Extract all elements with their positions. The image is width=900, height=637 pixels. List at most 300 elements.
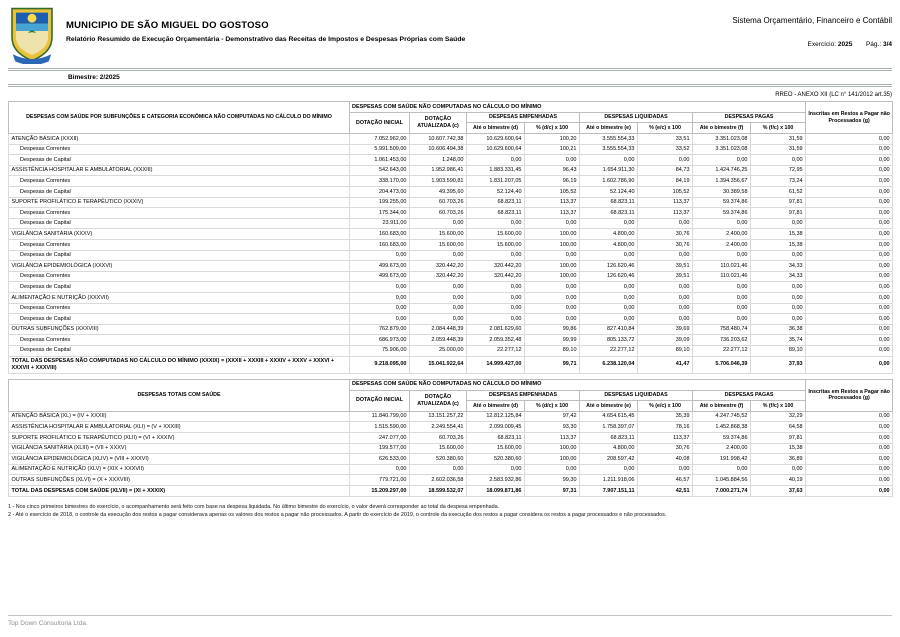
row-value: 0,00	[638, 464, 693, 475]
row-value: 15.600,00	[410, 229, 467, 240]
column-header-pct-f: % (f/c) x 100	[751, 401, 806, 412]
row-value: 31,59	[751, 134, 806, 145]
table-row	[9, 443, 893, 454]
footnote-2: 2 - Até o exercício de 2018, o controle da execução dos restos a pagar considerava apenas os valores dos restos a pagar não processados. A partir do exercício de 2019, o controle da execução dos restos a pagar considera os restos a pagar processados e não processados.	[8, 512, 667, 519]
footnotes	[8, 503, 892, 520]
row-value: 626.533,00	[350, 454, 410, 465]
row-value: 2.602.036,58	[410, 475, 467, 486]
row-value: 68.823,11	[467, 433, 525, 444]
row-value: 2.583.932,86	[467, 475, 525, 486]
row-value: 10.607.742,38	[410, 134, 467, 145]
row-value: 99,71	[525, 356, 580, 373]
row-value: 1.061.453,00	[350, 155, 410, 166]
row-value: 2.059.352,48	[467, 335, 525, 346]
row-value: 0,00	[580, 155, 638, 166]
row-value: 0,00	[350, 314, 410, 325]
row-value: 2.400,00	[693, 229, 751, 240]
row-value: 0,00	[751, 303, 806, 314]
row-value: 0,00	[350, 464, 410, 475]
row-value: 25.000,00	[410, 345, 467, 356]
row-value: 0,00	[638, 303, 693, 314]
row-value: 72,95	[751, 165, 806, 176]
row-value: 75.906,00	[350, 345, 410, 356]
row-value: 542.643,00	[350, 165, 410, 176]
row-value: 7.907.151,11	[580, 486, 638, 497]
row-label: Despesas Correntes	[9, 271, 350, 282]
row-value: 499.673,00	[350, 261, 410, 272]
row-value: 10.606.494,38	[410, 144, 467, 155]
row-label: OUTRAS SUBFUNÇÕES (XLVI) = (X + XXXVIII)	[9, 475, 350, 486]
row-label: Despesas de Capital	[9, 250, 350, 261]
row-value: 105,52	[525, 187, 580, 198]
row-value: 0,00	[806, 240, 893, 251]
row-label: TOTAL DAS DESPESAS NÃO COMPUTADAS NO CÁLCULO DO MÍNIMO (XXXIX) = (XXXII + XXXIII + XXXIV + XXXV + XXXVI + XXXVII + XXXVIII)	[9, 356, 350, 373]
row-value: 15.600,00	[467, 240, 525, 251]
page-footer	[8, 615, 892, 627]
row-value: 4.800,00	[580, 229, 638, 240]
row-value: 23.911,00	[350, 218, 410, 229]
row-value: 113,37	[525, 433, 580, 444]
table-row	[9, 324, 893, 335]
row-label: ALIMENTAÇÃO E NUTRIÇÃO (XLV) = (XIX + XXXVII)	[9, 464, 350, 475]
crest-icon	[8, 6, 56, 64]
row-value: 97,31	[525, 486, 580, 497]
row-label: VIGILÂNCIA SANITÁRIA (XLIII) = (VII + XXXV)	[9, 443, 350, 454]
row-value: 2.400,00	[693, 443, 751, 454]
row-value: 15,38	[751, 229, 806, 240]
row-value: 15.600,00	[467, 443, 525, 454]
row-value: 14.999.427,00	[467, 356, 525, 373]
row-value: 126.620,46	[580, 271, 638, 282]
row-value: 84,73	[638, 165, 693, 176]
row-value: 13.151.257,22	[410, 411, 467, 422]
row-value: 100,00	[525, 261, 580, 272]
row-value: 0,00	[693, 293, 751, 304]
row-value: 35,74	[751, 335, 806, 346]
row-value: 18.599.532,07	[410, 486, 467, 497]
row-value: 499.673,00	[350, 271, 410, 282]
row-value: 0,00	[467, 250, 525, 261]
row-value: 89,10	[525, 345, 580, 356]
row-label: ALIMENTAÇÃO E NUTRIÇÃO (XXXVII)	[9, 293, 350, 304]
row-value: 0,00	[410, 250, 467, 261]
row-value: 247.077,00	[350, 433, 410, 444]
column-group-liquidadas: DESPESAS LIQUIDADAS	[580, 112, 693, 123]
row-value: 1.654.911,30	[580, 165, 638, 176]
table-row	[9, 144, 893, 155]
column-header-dotacao-inicial: DOTAÇÃO INICIAL	[350, 112, 410, 133]
row-value: 99,86	[525, 324, 580, 335]
row-value: 0,00	[410, 314, 467, 325]
row-value: 10.629.600,64	[467, 134, 525, 145]
row-value: 4.654.615,45	[580, 411, 638, 422]
row-value: 320.442,20	[410, 271, 467, 282]
row-value: 0,00	[525, 293, 580, 304]
row-value: 42,51	[638, 486, 693, 497]
row-value: 199.577,00	[350, 443, 410, 454]
row-value: 0,00	[410, 303, 467, 314]
column-group-pagas: DESPESAS PAGAS	[693, 390, 806, 401]
row-value: 320.442,20	[467, 261, 525, 272]
table-row	[9, 433, 893, 444]
row-value: 100,21	[525, 144, 580, 155]
row-value: 33,51	[638, 134, 693, 145]
row-value: 113,37	[525, 208, 580, 219]
row-value: 805.133,72	[580, 335, 638, 346]
row-value: 0,00	[751, 250, 806, 261]
report-title: Relatório Resumido de Execução Orçamentária - Demonstrativo das Receitas de Impostos e Despesas Próprias com Saúde	[66, 36, 466, 43]
row-value: 52.124,40	[580, 187, 638, 198]
table1-group-title: DESPESAS COM SAÚDE NÃO COMPUTADAS NO CÁLCULO DO MÍNIMO	[350, 102, 806, 113]
row-value: 1.211.918,06	[580, 475, 638, 486]
row-value: 0,00	[806, 134, 893, 145]
row-label: Despesas de Capital	[9, 282, 350, 293]
column-header-pct-e: % (e/c) x 100	[638, 401, 693, 412]
table-row	[9, 197, 893, 208]
despesas-totais-table	[8, 379, 893, 497]
table-row	[9, 187, 893, 198]
row-value: 89,10	[751, 345, 806, 356]
row-value: 0,00	[806, 422, 893, 433]
table-row	[9, 475, 893, 486]
row-value: 36,89	[751, 454, 806, 465]
row-value: 30,76	[638, 443, 693, 454]
row-value: 59.374,86	[693, 433, 751, 444]
row-value: 7.000.271,74	[693, 486, 751, 497]
exercise-value: 2025	[837, 41, 853, 48]
row-value: 4.800,00	[580, 443, 638, 454]
row-value: 68.823,11	[580, 197, 638, 208]
row-value: 0,00	[806, 345, 893, 356]
row-value: 15.600,00	[467, 229, 525, 240]
row-value: 15.600,00	[410, 443, 467, 454]
row-label: ASSISTÊNCIA HOSPITALAR E AMBULATORIAL (XXXIII)	[9, 165, 350, 176]
table-row	[9, 134, 893, 145]
column-header-restos: Inscritas em Restos a Pagar não Processados (g)	[806, 102, 893, 134]
row-value: 39,09	[638, 335, 693, 346]
row-value: 0,00	[806, 303, 893, 314]
row-value: 0,00	[350, 303, 410, 314]
column-header-subfuncoes: DESPESAS COM SAÚDE POR SUBFUNÇÕES E CATEGORIA ECONÔMICA NÃO COMPUTADAS NO CÁLCULO DO MÍNIMO	[9, 102, 350, 134]
column-header-dotacao-inicial: DOTAÇÃO INICIAL	[350, 390, 410, 411]
row-value: 0,00	[580, 250, 638, 261]
row-value: 3.555.554,33	[580, 134, 638, 145]
row-value: 15,38	[751, 443, 806, 454]
row-value: 1.515.590,00	[350, 422, 410, 433]
row-value: 0,00	[806, 197, 893, 208]
row-value: 97,81	[751, 208, 806, 219]
table-row	[9, 454, 893, 465]
column-header-restos: Inscritas em Restos a Pagar não Processados (g)	[806, 379, 893, 411]
row-label: ATENÇÃO BÁSICA (XXXII)	[9, 134, 350, 145]
bimester-value: 2/2025	[99, 74, 120, 81]
row-value: 68.823,11	[580, 208, 638, 219]
row-value: 0,00	[751, 314, 806, 325]
row-value: 0,00	[525, 282, 580, 293]
row-value: 113,37	[638, 197, 693, 208]
row-value: 1.758.397,07	[580, 422, 638, 433]
row-value: 64,58	[751, 422, 806, 433]
row-label: Despesas Correntes	[9, 303, 350, 314]
row-value: 0,00	[525, 303, 580, 314]
row-value: 18.099.871,86	[467, 486, 525, 497]
row-value: 0,00	[806, 356, 893, 373]
row-value: 0,00	[638, 282, 693, 293]
row-value: 0,00	[806, 335, 893, 346]
row-value: 4.800,00	[580, 240, 638, 251]
column-header-ate-bimestre-e: Até o bimestre (e)	[580, 401, 638, 412]
row-value: 0,00	[806, 165, 893, 176]
row-value: 32,29	[751, 411, 806, 422]
row-value: 78,16	[638, 422, 693, 433]
row-value: 0,00	[693, 282, 751, 293]
row-value: 0,00	[806, 293, 893, 304]
row-value: 30.389,58	[693, 187, 751, 198]
row-value: 0,00	[410, 293, 467, 304]
row-label: VIGILÂNCIA SANITÁRIA (XXXV)	[9, 229, 350, 240]
row-value: 0,00	[580, 218, 638, 229]
row-value: 0,00	[751, 293, 806, 304]
row-value: 15.041.922,64	[410, 356, 467, 373]
row-value: 0,00	[350, 250, 410, 261]
row-value: 320.442,20	[410, 261, 467, 272]
row-value: 0,00	[580, 293, 638, 304]
table-row	[9, 335, 893, 346]
row-value: 0,00	[467, 314, 525, 325]
row-value: 52.124,40	[467, 187, 525, 198]
row-value: 0,00	[467, 282, 525, 293]
row-value: 0,00	[693, 303, 751, 314]
column-header-ate-bimestre-e: Até o bimestre (e)	[580, 123, 638, 134]
row-label: ATENÇÃO BÁSICA (XL) = (IV + XXXII)	[9, 411, 350, 422]
table-row	[9, 261, 893, 272]
row-value: 0,00	[580, 314, 638, 325]
row-value: 100,00	[525, 271, 580, 282]
table-row	[9, 208, 893, 219]
row-value: 0,00	[467, 464, 525, 475]
system-name: Sistema Orçamentário, Financeiro e Contábil	[732, 16, 892, 25]
row-value: 60.703,26	[410, 208, 467, 219]
row-value: 0,00	[751, 218, 806, 229]
row-value: 0,00	[467, 293, 525, 304]
table-row	[9, 218, 893, 229]
row-value: 60.703,26	[410, 197, 467, 208]
row-value: 110.021,46	[693, 261, 751, 272]
row-value: 37,93	[751, 356, 806, 373]
row-value: 4.247.745,52	[693, 411, 751, 422]
row-value: 39,51	[638, 261, 693, 272]
row-value: 520.380,60	[410, 454, 467, 465]
header-divider-bottom	[8, 84, 892, 87]
row-value: 1.424.746,25	[693, 165, 751, 176]
row-value: 1.248,00	[410, 155, 467, 166]
row-value: 0,00	[410, 464, 467, 475]
table-row	[9, 486, 893, 497]
row-value: 59.374,86	[693, 208, 751, 219]
row-value: 22.277,12	[693, 345, 751, 356]
row-value: 39,51	[638, 271, 693, 282]
row-value: 160.683,00	[350, 240, 410, 251]
row-value: 59.374,86	[693, 197, 751, 208]
row-label: SUPORTE PROFILÁTICO E TERAPÊUTICO (XLII) = (VI + XXXIV)	[9, 433, 350, 444]
annex-reference: RREO - ANEXO XII (LC n° 141/2012 art.35)	[775, 92, 892, 98]
row-value: 0,00	[806, 155, 893, 166]
municipality-name: MUNICIPIO DE SÃO MIGUEL DO GOSTOSO	[66, 20, 269, 31]
row-value: 49.395,60	[410, 187, 467, 198]
row-label: VIGILÂNCIA EPIDEMIOLÓGICA (XXXVI)	[9, 261, 350, 272]
row-value: 0,00	[410, 218, 467, 229]
row-value: 99,30	[525, 475, 580, 486]
row-value: 0,00	[806, 464, 893, 475]
row-value: 0,00	[525, 155, 580, 166]
row-value: 2.084.448,39	[410, 324, 467, 335]
row-value: 9.218.095,00	[350, 356, 410, 373]
row-label: SUPORTE PROFILÁTICO E TERAPÊUTICO (XXXIV)	[9, 197, 350, 208]
row-value: 199.255,00	[350, 197, 410, 208]
row-value: 100,00	[525, 229, 580, 240]
row-value: 320.442,20	[467, 271, 525, 282]
row-label: Despesas de Capital	[9, 314, 350, 325]
row-value: 0,00	[806, 454, 893, 465]
row-value: 0,00	[806, 187, 893, 198]
row-value: 100,20	[525, 134, 580, 145]
row-value: 0,00	[638, 155, 693, 166]
row-value: 0,00	[806, 208, 893, 219]
row-value: 3.351.023,08	[693, 144, 751, 155]
vendor-name: Top Down Consultoria Ltda.	[8, 620, 88, 627]
row-value: 0,00	[525, 250, 580, 261]
row-value: 0,00	[525, 464, 580, 475]
column-header-ate-bimestre-f: Até o bimestre (f)	[693, 123, 751, 134]
row-value: 0,00	[806, 486, 893, 497]
row-value: 0,00	[350, 293, 410, 304]
row-value: 1.452.868,38	[693, 422, 751, 433]
row-value: 126.620,46	[580, 261, 638, 272]
row-value: 2.400,00	[693, 240, 751, 251]
row-value: 1.883.331,45	[467, 165, 525, 176]
exercise-page-info	[732, 41, 892, 48]
row-value: 191.998,42	[693, 454, 751, 465]
row-value: 40,08	[638, 454, 693, 465]
row-value: 0,00	[751, 282, 806, 293]
row-value: 61,52	[751, 187, 806, 198]
column-group-empenhadas: DESPESAS EMPENHADAS	[467, 390, 580, 401]
table-row	[9, 176, 893, 187]
row-value: 97,81	[751, 197, 806, 208]
row-value: 1.952.986,41	[410, 165, 467, 176]
row-value: 0,00	[693, 250, 751, 261]
row-value: 10.629.600,64	[467, 144, 525, 155]
row-value: 0,00	[410, 282, 467, 293]
row-value: 520.380,60	[467, 454, 525, 465]
row-value: 0,00	[693, 314, 751, 325]
row-value: 0,00	[806, 218, 893, 229]
row-value: 0,00	[693, 218, 751, 229]
table-row	[9, 293, 893, 304]
row-value: 15.600,00	[410, 240, 467, 251]
row-value: 0,00	[638, 314, 693, 325]
report-header	[8, 6, 892, 68]
row-value: 96,43	[525, 165, 580, 176]
row-label: OUTRAS SUBFUNÇÕES (XXXVIII)	[9, 324, 350, 335]
page-label: Pág.:	[865, 41, 882, 48]
row-label: Despesas de Capital	[9, 187, 350, 198]
row-value: 7.052.962,00	[350, 134, 410, 145]
row-value: 0,00	[806, 250, 893, 261]
column-group-empenhadas: DESPESAS EMPENHADAS	[467, 112, 580, 123]
row-value: 0,00	[350, 282, 410, 293]
table-row	[9, 240, 893, 251]
row-value: 0,00	[580, 464, 638, 475]
row-value: 827.410,84	[580, 324, 638, 335]
row-value: 68.823,11	[467, 208, 525, 219]
row-value: 1.903.590,81	[410, 176, 467, 187]
column-group-liquidadas: DESPESAS LIQUIDADAS	[580, 390, 693, 401]
row-value: 97,42	[525, 411, 580, 422]
row-value: 1.602.786,90	[580, 176, 638, 187]
row-value: 113,37	[525, 197, 580, 208]
row-value: 0,00	[806, 475, 893, 486]
row-value: 779.721,00	[350, 475, 410, 486]
row-label: VIGILÂNCIA EPIDEMIOLÓGICA (XLIV) = (VIII + XXXVI)	[9, 454, 350, 465]
row-value: 2.081.629,60	[467, 324, 525, 335]
row-value: 0,00	[806, 271, 893, 282]
row-value: 0,00	[638, 218, 693, 229]
row-value: 11.840.799,00	[350, 411, 410, 422]
row-value: 30,76	[638, 229, 693, 240]
row-value: 3.351.023,08	[693, 134, 751, 145]
row-value: 100,00	[525, 443, 580, 454]
row-value: 34,33	[751, 261, 806, 272]
row-value: 686.973,00	[350, 335, 410, 346]
row-value: 0,00	[467, 303, 525, 314]
table-row	[9, 271, 893, 282]
table-row	[9, 155, 893, 166]
row-value: 0,00	[693, 464, 751, 475]
row-value: 93,30	[525, 422, 580, 433]
row-value: 99,99	[525, 335, 580, 346]
row-value: 22.277,12	[467, 345, 525, 356]
column-header-ate-bimestre-f: Até o bimestre (f)	[693, 401, 751, 412]
row-value: 113,37	[638, 433, 693, 444]
column-header-despesas-totais: DESPESAS TOTAIS COM SAÚDE	[9, 379, 350, 411]
row-label: ASSISTÊNCIA HOSPITALAR E AMBULATORIAL (XLI) = (V + XXXIII)	[9, 422, 350, 433]
row-value: 33,52	[638, 144, 693, 155]
row-label: Despesas Correntes	[9, 144, 350, 155]
row-value: 0,00	[467, 155, 525, 166]
row-value: 175.344,00	[350, 208, 410, 219]
municipality-crest-logo	[8, 6, 58, 69]
row-label: Despesas Correntes	[9, 335, 350, 346]
row-label: Despesas de Capital	[9, 218, 350, 229]
table-row	[9, 422, 893, 433]
row-value: 0,00	[751, 464, 806, 475]
row-value: 2.249.554,41	[410, 422, 467, 433]
row-value: 39,69	[638, 324, 693, 335]
row-value: 22.277,12	[580, 345, 638, 356]
row-value: 0,00	[806, 229, 893, 240]
row-value: 0,00	[693, 155, 751, 166]
row-label: Despesas Correntes	[9, 240, 350, 251]
row-label: Despesas Correntes	[9, 176, 350, 187]
row-value: 0,00	[806, 261, 893, 272]
row-value: 15,38	[751, 240, 806, 251]
column-header-pct-f: % (f/c) x 100	[751, 123, 806, 134]
row-value: 34,33	[751, 271, 806, 282]
bimester-label: Bimestre:	[68, 74, 98, 81]
row-value: 0,00	[806, 411, 893, 422]
row-value: 758.480,74	[693, 324, 751, 335]
